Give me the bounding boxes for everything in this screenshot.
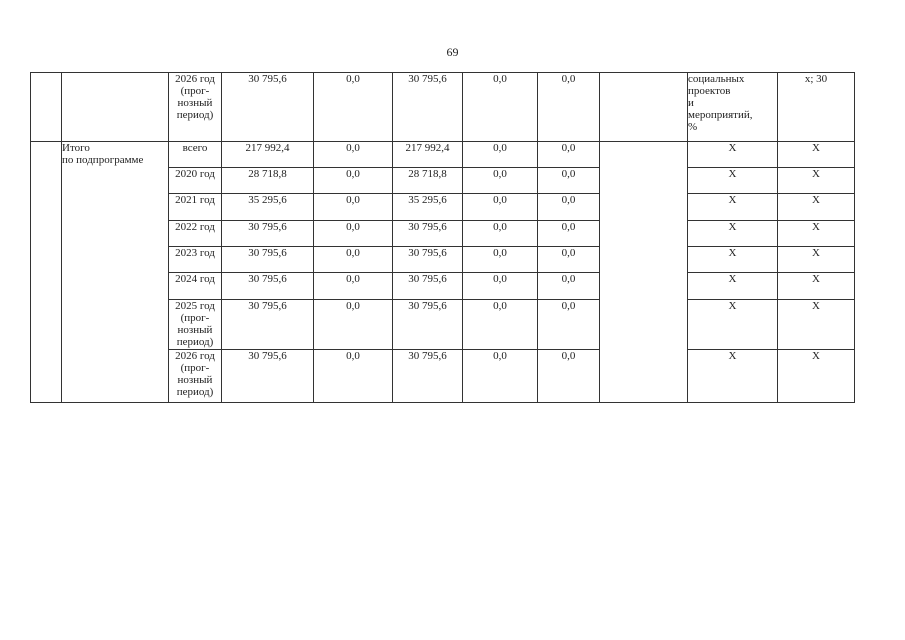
period-line: период) [176, 336, 214, 348]
indicator-x-cell: Х [688, 221, 778, 247]
value-cell-2: 0,0 [314, 247, 393, 273]
period-line: нозный [177, 324, 213, 336]
period-line: (прог- [180, 312, 210, 324]
indicator-x-cell: Х [688, 350, 778, 403]
value-cell-2: 0,0 [314, 300, 393, 350]
indicator-x-cell: Х [688, 142, 778, 168]
value-cell-3: 30 795,6 [393, 221, 463, 247]
value-cell-4: 0,0 [463, 350, 538, 403]
period-line: нозный [177, 374, 213, 386]
target-x-cell: Х [778, 273, 855, 300]
value-cell-5: 0,0 [538, 194, 600, 221]
row-number-cell [31, 73, 62, 142]
value-cell-2: 0,0 [314, 194, 393, 221]
value-cell-5: 0,0 [538, 221, 600, 247]
period-line: 2020 год [175, 168, 215, 180]
value-cell-5: 0,0 [538, 300, 600, 350]
value-cell-1: 30 795,6 [222, 300, 314, 350]
value-cell-5: 0,0 [538, 350, 600, 403]
period-line: 2026 год [175, 73, 215, 85]
value-cell-2: 0,0 [314, 350, 393, 403]
period-line: 2021 год [175, 194, 215, 206]
period-cell [169, 221, 222, 247]
row-number-cell [31, 142, 62, 403]
period-line: 2026 год [175, 350, 215, 362]
value-cell-4: 0,0 [463, 142, 538, 168]
period-line: (прог- [180, 362, 210, 374]
value-cell-1: 28 718,8 [222, 168, 314, 194]
subtotal-label-line: Итого [62, 142, 90, 154]
page-number: 69 [446, 45, 459, 59]
value-cell-1: 30 795,6 [222, 221, 314, 247]
indicator-x-cell: Х [688, 194, 778, 221]
value-cell-1: 30 795,6 [222, 247, 314, 273]
indicator-line: % [688, 121, 698, 133]
period-line: период) [176, 109, 214, 121]
period-line: нозный [177, 97, 213, 109]
value-cell-2: 0,0 [314, 221, 393, 247]
value-cell-4: 0,0 [463, 300, 538, 350]
value-cell-3: 30 795,6 [393, 247, 463, 273]
value-cell-2: 0,0 [314, 273, 393, 300]
value-cell-4: 0,0 [463, 247, 538, 273]
period-cell [169, 73, 222, 142]
value-cell-1: 217 992,4 [222, 142, 314, 168]
value-cell-5: 0,0 [538, 273, 600, 300]
period-line: (прог- [180, 85, 210, 97]
value-cell-2: 0,0 [314, 168, 393, 194]
value-cell-3: 30 795,6 [393, 300, 463, 350]
value-cell-3: 30 795,6 [393, 273, 463, 300]
target-x-cell: Х [778, 142, 855, 168]
period-cell [169, 350, 222, 403]
indicator-line: социальных [688, 73, 745, 85]
subtotal-label-line: по подпрограмме [62, 154, 144, 166]
value-cell-2: 0,0 [314, 73, 393, 142]
target-x-cell: Х [778, 300, 855, 350]
period-line: 2023 год [175, 247, 215, 259]
indicator-line: проектов [688, 85, 731, 97]
value-cell-4: 0,0 [463, 221, 538, 247]
table-row [31, 142, 855, 168]
period-line: 2025 год [175, 300, 215, 312]
value-cell-5: 0,0 [538, 168, 600, 194]
value-cell-4: 0,0 [463, 194, 538, 221]
period-line: период) [176, 386, 214, 398]
period-cell [169, 142, 222, 168]
executor-cell [600, 142, 688, 403]
value-cell-2: 0,0 [314, 142, 393, 168]
period-cell [169, 247, 222, 273]
target-x-cell: Х [778, 168, 855, 194]
indicator-line: и [688, 97, 694, 109]
budget-table [30, 72, 855, 403]
value-cell-3: 30 795,6 [393, 73, 463, 142]
value-cell-3: 30 795,6 [393, 350, 463, 403]
period-cell [169, 300, 222, 350]
indicator-x-cell: Х [688, 168, 778, 194]
indicator-x-cell: Х [688, 300, 778, 350]
indicator-cell [688, 73, 778, 142]
value-cell-3: 35 295,6 [393, 194, 463, 221]
indicator-x-cell: Х [688, 247, 778, 273]
value-cell-1: 30 795,6 [222, 273, 314, 300]
indicator-x-cell: Х [688, 273, 778, 300]
period-cell [169, 194, 222, 221]
period-cell [169, 273, 222, 300]
period-line: 2022 год [175, 221, 215, 233]
value-cell-3: 217 992,4 [393, 142, 463, 168]
period-line: 2024 год [175, 273, 215, 285]
target-x-cell: Х [778, 247, 855, 273]
value-cell-4: 0,0 [463, 168, 538, 194]
value-cell-5: 0,0 [538, 247, 600, 273]
period-line: всего [182, 142, 208, 154]
indicator-line: мероприятий, [688, 109, 753, 121]
value-cell-4: 0,0 [463, 73, 538, 142]
target-x-cell: Х [778, 221, 855, 247]
value-cell-1: 30 795,6 [222, 73, 314, 142]
value-cell-5: 0,0 [538, 73, 600, 142]
target-x-cell: Х [778, 194, 855, 221]
target-x-cell: Х [778, 350, 855, 403]
name-cell [62, 73, 169, 142]
value-cell-1: 35 295,6 [222, 194, 314, 221]
value-cell-5: 0,0 [538, 142, 600, 168]
subtotal-label-cell [62, 142, 169, 403]
executor-cell [600, 73, 688, 142]
value-cell-4: 0,0 [463, 273, 538, 300]
value-cell-3: 28 718,8 [393, 168, 463, 194]
target-cell: x; 30 [778, 73, 855, 142]
period-cell [169, 168, 222, 194]
value-cell-1: 30 795,6 [222, 350, 314, 403]
